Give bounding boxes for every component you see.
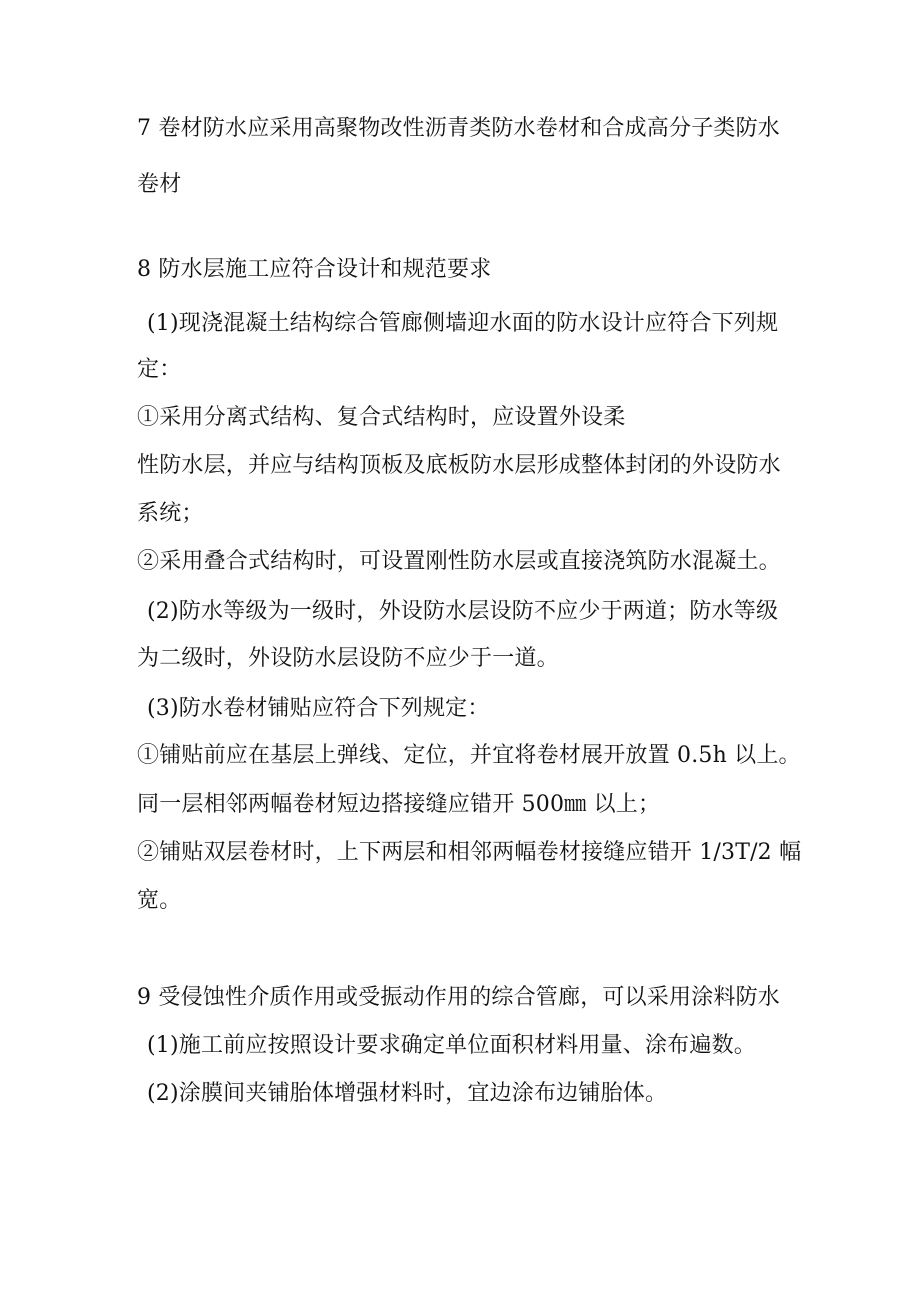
section8-item1-sub1-line1: ①采用分离式结构、复合式结构时，应设置外设柔 <box>137 405 626 430</box>
section8-item1-sub1-line2: 性防水层，并应与结构顶板及底板防水层形成整体封闭的外设防水 <box>137 453 781 478</box>
section8-item3-sub1-line2: 同一层相邻两幅卷材短边搭接缝应错开 500㎜ 以上； <box>137 792 661 817</box>
section8-item3-sub2-line2: 宽。 <box>137 888 182 913</box>
section9-heading: 9 受侵蚀性介质作用或受振动作用的综合管廊，可以采用涂料防水 <box>137 985 780 1010</box>
section8-item3-sub1-line1: ①铺贴前应在基层上弹线、定位，并宜将卷材展开放置 0.5h 以上。 <box>137 743 801 768</box>
section8-heading: 8 防水层施工应符合设计和规范要求 <box>137 257 492 282</box>
section8-item3-sub2-line1: ②铺贴双层卷材时，上下两层和相邻两幅卷材接缝应错开 1/3T/2 幅 <box>137 840 802 865</box>
section7-line1: 7 卷材防水应采用高聚物改性沥青类防水卷材和合成高分子类防水 <box>137 116 780 141</box>
section9-item1: (1)施工前应按照设计要求确定单位面积材料用量、涂布遍数。 <box>147 1033 756 1058</box>
section8-item1-sub1-line3: 系统； <box>137 501 204 526</box>
section7-line2: 卷材 <box>137 172 182 197</box>
section8-item2-line2: 为二级时，外设防水层设防不应少于一道。 <box>137 646 559 671</box>
section9-item2: (2)涂膜间夹铺胎体增强材料时，宜边涂布边铺胎体。 <box>147 1081 668 1106</box>
section8-item2-line1: (2)防水等级为一级时，外设防水层设防不应少于两道；防水等级 <box>147 599 779 624</box>
section8-item3: (3)防水卷材铺贴应符合下列规定： <box>147 696 490 721</box>
section8-item1-line1: (1)现浇混凝土结构综合管廊侧墙迎水面的防水设计应符合下列规 <box>147 311 779 336</box>
section8-item1-line2: 定： <box>137 357 182 382</box>
section8-item1-sub2: ②采用叠合式结构时，可设置刚性防水层或直接浇筑防水混凝土。 <box>137 549 781 574</box>
